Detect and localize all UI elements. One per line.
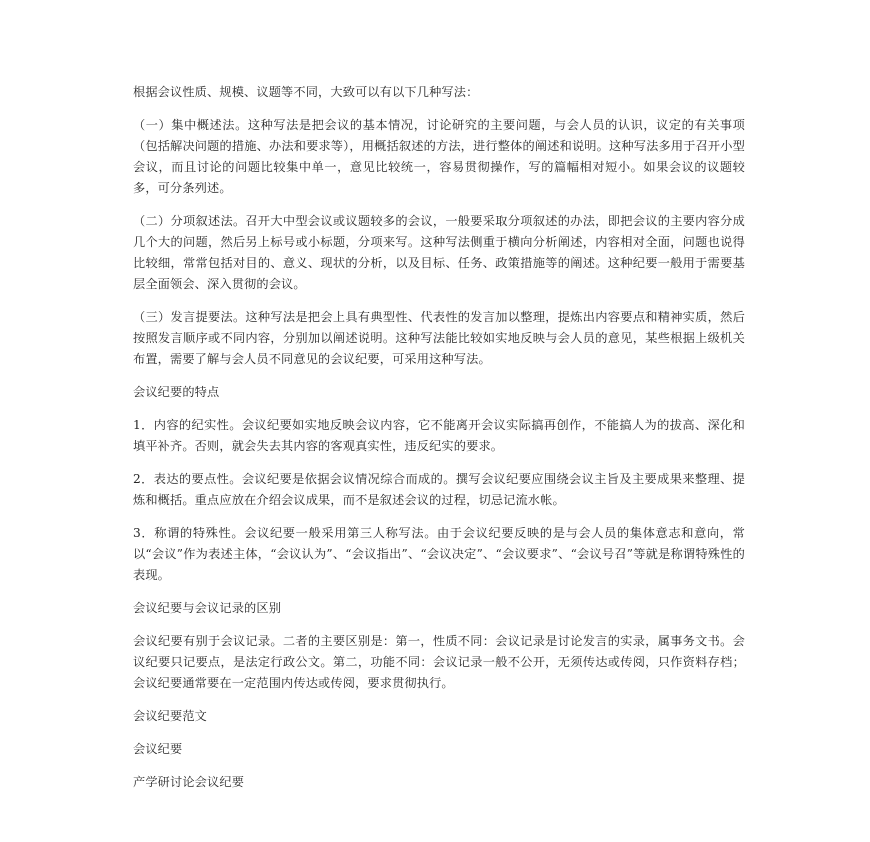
sample-heading: 会议纪要范文	[133, 709, 208, 723]
method-paragraph-1: （一）集中概述法。这种写法是把会议的基本情况，讨论研究的主要问题，与会人员的认识，议定的有关事项（包括解决问题的措施、办法和要求等），用概括叙述的方法，进行整体的阐述和说明。这种写法多用于召开小型会议，而且讨论的问题比较集中单一，意见比较统一，容易贯彻操作，写的篇幅相对短小。如果会议的议题较多，可分条列述。	[133, 118, 745, 195]
feature-paragraph-2: 2．表达的要点性。会议纪要是依据会议情况综合而成的。撰写会议纪要应围绕会议主旨及主要成果来整理、提炼和概括。重点应放在介绍会议成果，而不是叙述会议的过程，切忌记流水帐。	[133, 472, 745, 507]
method-paragraph-2: （二）分项叙述法。召开大中型会议或议题较多的会议，一般要采取分项叙述的办法，即把会议的主要内容分成几个大的问题，然后另上标号或小标题，分项来写。这种写法侧重于横向分析阐述，内容相对全面，问题也说得比较细，常常包括对目的、意义、现状的分析，以及目标、任务、政策措施等的阐述。这种纪要一般用于需要基层全面领会、深入贯彻的会议。	[133, 214, 745, 291]
intro-paragraph: 根据会议性质、规模、议题等不同，大致可以有以下几种写法：	[133, 85, 479, 99]
method-paragraph-3: （三）发言提要法。这种写法是把会上具有典型性、代表性的发言加以整理，提炼出内容要点和精神实质，然后按照发言顺序或不同内容，分别加以阐述说明。这种写法能比较如实地反映与会人员的意见，某些根据上级机关布置，需要了解与会人员不同意见的会议纪要，可采用这种写法。	[133, 310, 745, 366]
difference-paragraph: 会议纪要有别于会议记录。二者的主要区别是：第一，性质不同：会议记录是讨论发言的实录，属事务文书。会议纪要只记要点，是法定行政公文。第二，功能不同：会议记录一般不公开，无须传达或传阅，只作资料存档；会议纪要通常要在一定范围内传达或传阅，要求贯彻执行。	[133, 634, 745, 690]
feature-paragraph-1: 1．内容的纪实性。会议纪要如实地反映会议内容，它不能离开会议实际搞再创作，不能搞人为的拔高、深化和填平补齐。否则，就会失去其内容的客观真实性，违反纪实的要求。	[133, 418, 745, 453]
feature-paragraph-3: 3．称谓的特殊性。会议纪要一般采用第三人称写法。由于会议纪要反映的是与会人员的集体意志和意向，常以“会议”作为表述主体，“会议认为”、“会议指出”、“会议决定”、“会议要求”、“会议号召”等就是称谓特殊性的表现。	[133, 526, 745, 582]
sample-title: 产学研讨论会议纪要	[133, 775, 245, 789]
sample-label: 会议纪要	[133, 742, 183, 756]
features-heading: 会议纪要的特点	[133, 385, 220, 399]
difference-heading: 会议纪要与会议记录的区别	[133, 601, 282, 615]
document-body	[133, 82, 745, 805]
